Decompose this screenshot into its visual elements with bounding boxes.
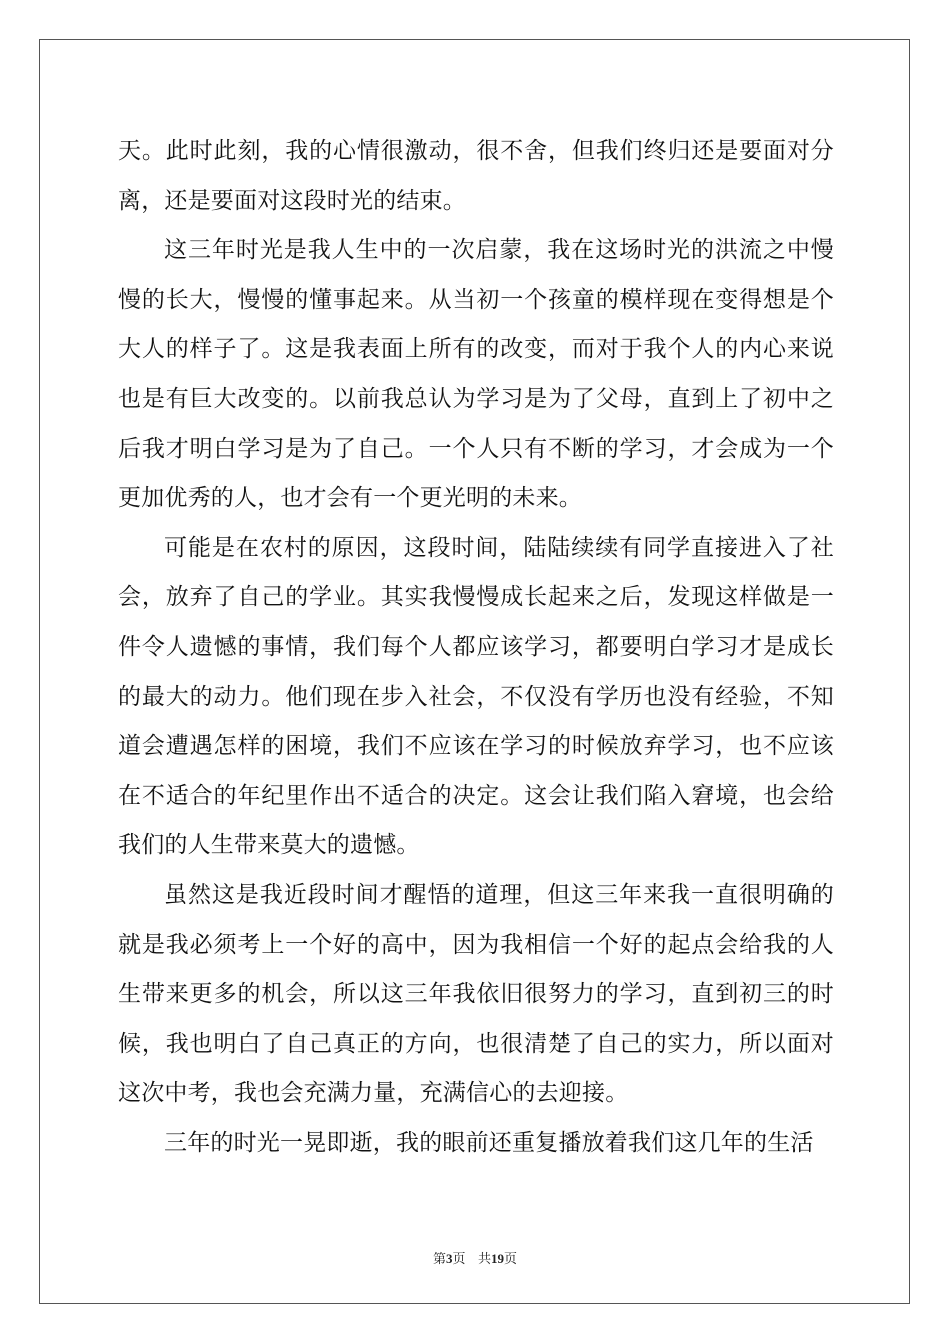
paragraph: 三年的时光一晃即逝，我的眼前还重复播放着我们这几年的生活 — [164, 1129, 814, 1156]
paragraph: 可能是在农村的原因，这段时间，陆陆续续有同学直接进入了社会，放弃了自己的学业。其实我慢慢成长起来之后，发现这样做是一件令人遗憾的事情，我们每个人都应该学习，都要明白学习才是成长的最大的动力。他们现在步入社会，不仅没有学历也没有经验，不知道会遭遇怎样的困境，我们不应该在学习的时候放弃学习，也不应该在不适合的年纪里作出不适合的决定。这会让我们陷入窘境，也会给我们的人生带来莫大的遗憾。 — [118, 534, 834, 859]
total-prefix: 共 — [477, 1252, 491, 1267]
paragraph-continuation: 天。此时此刻，我的心情很激动，很不舍，但我们终归还是要面对分离，还是要面对这段时光的结束。 — [118, 138, 834, 214]
total-pages: 19 — [490, 1251, 504, 1266]
total-suffix: 页 — [503, 1252, 517, 1267]
page-number: 3 — [446, 1251, 453, 1266]
paragraph: 这三年时光是我人生中的一次启蒙，我在这场时光的洪流之中慢慢的长大，慢慢的懂事起来。从当初一个孩童的模样现在变得想是个大人的样子了。这是我表面上所有的改变，而对于我个人的内心来说也是有巨大改变的。以前我总认为学习是为了父母，直到上了初中之后我才明白学习是为了自己。一个人只有不断的学习，才会成为一个更加优秀的人，也才会有一个更光明的未来。 — [118, 237, 834, 512]
page-prefix: 第 — [433, 1252, 447, 1267]
paragraph: 虽然这是我近段时间才醒悟的道理，但这三年来我一直很明确的就是我必须考上一个好的高中，因为我相信一个好的起点会给我的人生带来更多的机会，所以这三年我依旧很努力的学习，直到初三的时候，我也明白了自己真正的方向，也很清楚了自己的实力，所以面对这次中考，我也会充满力量，充满信心的去迎接。 — [118, 881, 834, 1107]
page-footer — [0, 1248, 950, 1267]
page-suffix: 页 — [452, 1252, 466, 1267]
document-body — [118, 127, 834, 1168]
